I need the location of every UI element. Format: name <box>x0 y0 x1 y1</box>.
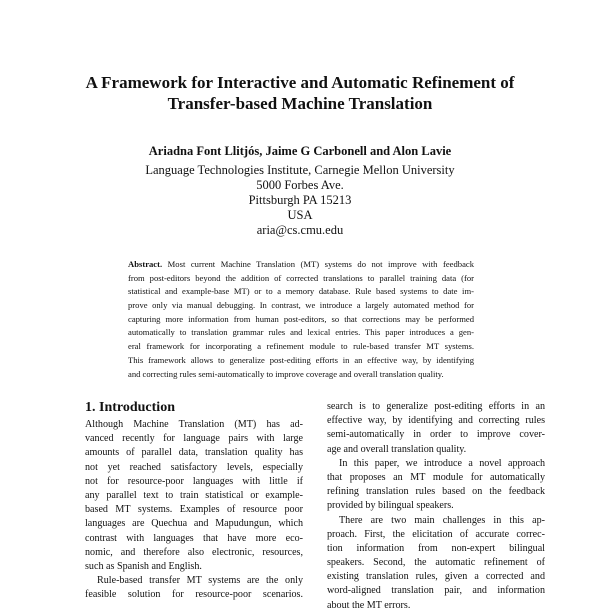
body-line: speakers. Second, the automatic refinement of <box>327 557 545 569</box>
title-line-1: A Framework for Interactive and Automatic Refinement of <box>85 73 515 92</box>
body-line: proach. First, the elicitation of accurate correc- <box>327 528 545 540</box>
body-line: Although Machine Translation (MT) has ad- <box>85 419 303 430</box>
right-column-text <box>327 400 545 613</box>
abstract-line: This framework allows to generalize post-editing efforts in an effective way, by identifying <box>128 354 474 365</box>
abstract-line: prove only via manual debugging. In contrast, we introduce a largely automated method for <box>128 300 474 311</box>
affiliation-street: 5000 Forbes Ave. <box>256 178 344 192</box>
body-line: effective way, by identifying and correcting rules <box>327 415 545 427</box>
paper-title <box>60 72 540 114</box>
body-line: about the MT errors. <box>327 599 411 611</box>
affiliation-institute: Language Technologies Institute, Carnegie Mellon University <box>145 163 455 177</box>
body-line: provided by bilingual speakers. <box>327 500 454 512</box>
body-line: contrast with languages that have more eco- <box>85 532 303 544</box>
author-list: Ariadna Font Llitjós, Jaime G Carbonell and Alon Lavie <box>148 144 452 158</box>
body-line: refining translation rules based on the feedback <box>327 486 545 498</box>
abstract-line: eral framework for incorporating a refinement module to rule-based transfer MT systems. <box>128 341 474 352</box>
body-line: age and overall translation quality. <box>327 443 467 455</box>
abstract-line <box>128 258 474 272</box>
affiliation-country: USA <box>287 208 313 222</box>
body-line: any parallel text to train statistical or example- <box>85 489 303 501</box>
body-line: nomic, and therefore also electronic, resources, <box>85 546 303 558</box>
body-line: that proposes an MT module for automatically <box>327 471 545 483</box>
body-line: feasible solution for resource-poor scenarios. <box>85 589 303 601</box>
abstract <box>128 258 474 381</box>
body-line: Rule-based transfer MT systems are the only <box>97 575 303 587</box>
section-heading-introduction: 1. Introduction <box>85 400 175 415</box>
body-line: tion information from non-expert bilingual <box>327 542 545 554</box>
body-line: not yet reached satisfactory levels, especially <box>85 461 303 473</box>
abstract-line: automatically to translation grammar rules and lexical entries. This paper introduces a gen- <box>128 327 474 338</box>
body-line: vanced recently for language pairs with large <box>85 433 303 445</box>
body-line: In this paper, we introduce a novel approach <box>339 457 545 469</box>
body-line: semi-automatically in order to improve cover- <box>327 429 545 441</box>
abstract-label: Abstract. <box>128 259 163 269</box>
body-line: There are two main challenges in this ap- <box>339 514 545 526</box>
abstract-line-text: Most current Machine Translation (MT) systems do not improve with feedback <box>162 259 474 269</box>
body-line: amounts of parallel data, translation quality has <box>85 447 303 459</box>
body-line: word-aligned translation pair, and information <box>327 585 545 597</box>
body-line: not for resource-poor languages with little if <box>85 475 303 487</box>
left-column-text <box>85 418 303 602</box>
abstract-line: from post-editors beyond the addition of corrected translations to parallel training data (for <box>128 272 474 283</box>
abstract-line: statistical and example-base MT) or to a memory database. Rule based systems to date im- <box>128 286 474 297</box>
affiliation-block <box>60 163 540 238</box>
body-line: based MT systems. Examples of resource poor <box>85 504 303 516</box>
abstract-line: capturing more information from human post-editors, so that corrections may be performed <box>128 313 474 324</box>
body-line: such as Spanish and English. <box>85 560 202 572</box>
abstract-line: and correcting rules semi-automatically to improve coverage and overall translation quality. <box>128 368 444 379</box>
body-line: languages are Quechua and Mapudungun, which <box>85 518 303 530</box>
body-line: existing translation rules, given a corrected and <box>327 571 545 583</box>
affiliation-city: Pittsburgh PA 15213 <box>248 193 352 207</box>
body-line: search is to generalize post-editing efforts in an <box>327 401 545 412</box>
title-line-2: Transfer-based Machine Translation <box>167 94 433 113</box>
affiliation-email: aria@cs.cmu.edu <box>256 223 344 237</box>
